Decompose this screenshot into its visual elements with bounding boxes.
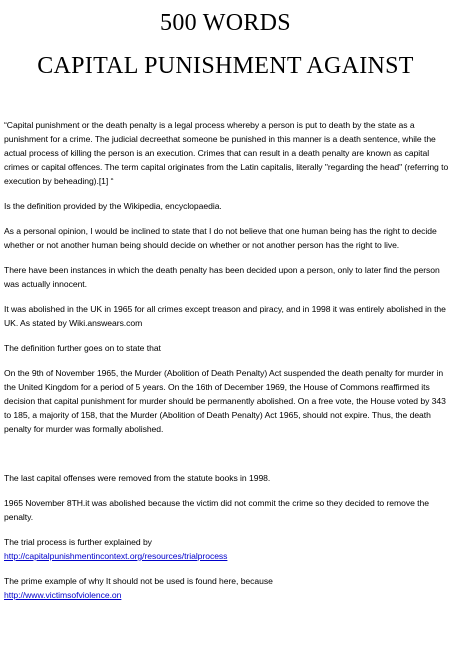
trial-process-link[interactable]: http://capitalpunishmentincontext.org/resources/trialprocess	[4, 551, 228, 561]
document-body	[4, 118, 450, 613]
document-title-line-1: 500 WORDS	[160, 10, 291, 36]
trial-process-text: The trial process is further explained by	[4, 537, 152, 547]
paragraph-definition-continues: The definition further goes on to state that	[4, 343, 161, 353]
paragraph-wikipedia-quote: “Capital punishment or the death penalty is a legal process whereby a person is put to death by the state as a punishment for a crime. The judicial decreethat someone be punished in this manner is a death sentence, while the actual process of killing the person is an execution. Crimes that can result in a death penalty are known as capital crimes or capital offences. The term capital originates from the Latin capitalis, literally "regarding the head" (referring to execution by beheading).[1] “	[4, 120, 449, 186]
victims-of-violence-link[interactable]: http://www.victimsofviolence.on	[4, 590, 122, 600]
paragraph-murder-act: On the 9th of November 1965, the Murder (Abolition of Death Penalty) Act suspended the death penalty for murder in the United Kingdom for a period of 5 years. On the 16th of December 1969, the House of Commons reaffirmed its decision that capital punishment for murder should be permanently abolished. On a free vote, the House voted by 343 to 185, a majority of 158, that the Murder (Abolition of Death Penalty) Act 1965, should not expire. Thus, the death penalty for murder was formally abolished.	[4, 368, 446, 434]
paragraph-last-offenses: The last capital offenses were removed from the statute books in 1998.	[4, 473, 271, 483]
paragraph-personal-opinion: As a personal opinion, I would be inclined to state that I do not believe that one human being has the right to decide whether or not another human being should decide on whether or not another person has the right to live.	[4, 226, 437, 250]
paragraph-uk-abolition: It was abolished in the UK in 1965 for all crimes except treason and piracy, and in 1998 it was entirely abolished in the UK. As stated by Wiki.answears.com	[4, 304, 446, 328]
prime-example-text: The prime example of why It should not be used is found here, because	[4, 576, 273, 586]
paragraph-definition-source: Is the definition provided by the Wikipedia, encyclopaedia.	[4, 201, 222, 211]
paragraph-trial-process	[4, 535, 450, 563]
paragraph-1965-abolished: 1965 November 8TH.it was abolished because the victim did not commit the crime so they decided to remove the penalty.	[4, 498, 429, 522]
document-title-line-2: CAPITAL PUNISHMENT AGAINST	[37, 53, 414, 79]
paragraph-innocent-instances: There have been instances in which the death penalty has been decided upon a person, only to later find the person was actually innocent.	[4, 265, 440, 289]
paragraph-prime-example	[4, 574, 450, 602]
